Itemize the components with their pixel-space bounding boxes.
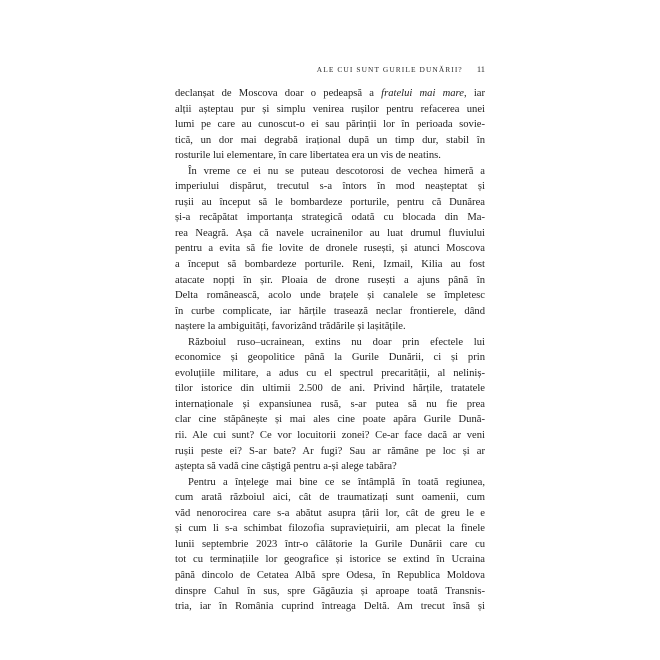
running-header: [175, 64, 485, 74]
text-line: pentru a evita să fie lovite de dronele rusești, și atunci Moscova: [175, 243, 485, 255]
text-line: Războiul ruso–ucrainean, extins nu doar prin efectele lui: [188, 336, 485, 348]
text-line: cum arată războiul aici, cât de traumatizați sunt oamenii, cum: [175, 492, 485, 504]
paragraph: [175, 475, 485, 615]
text-line: dinspre Cahul în sus, spre Găgăuzia și aproape toată Transnis-: [175, 585, 485, 597]
text-line: rușii au început să le bombardeze porturile, pentru că Dunărea: [175, 196, 485, 208]
page-number: 11: [476, 64, 485, 74]
paragraph: [175, 335, 485, 475]
text-line: în curbe complicate, iar hărțile trasează neclar frontierele, dând: [175, 305, 485, 317]
text-line: lunii septembrie 2023 într-o călătorie la Gurile Dunării care cu: [175, 538, 485, 550]
text-line: și cum li s-a schimbat filozofia supraviețuirii, am plecat la finele: [175, 523, 485, 535]
text-line: declanșat de Moscova doar o pedeapsă a fratelui mai mare, iar: [175, 88, 485, 99]
text-line: rușii peste ei? S-ar bate? Ar fugi? Sau ar rămâne pe loc și ar: [175, 445, 485, 457]
text-line: alții așteptau pur și simplu venirea rușilor pentru refacerea unei: [175, 103, 485, 115]
text-line: Delta românească, acolo unde brațele și canalele se împletesc: [175, 290, 485, 302]
text-line: imperiului dispărut, trecutul s-a întors în mod neașteptat și: [175, 181, 485, 193]
emphasized-phrase: fratelui mai mare: [381, 88, 464, 99]
text-line: aștepta să vadă cine câștigă pentru a-și alege tabăra?: [175, 461, 397, 473]
text-line: internaționale și expansiunea rusă, s-ar putea să nu fie prea: [175, 398, 485, 410]
text-line: și-a recăpătat importanța strategică odată cu blocada din Ma-: [175, 212, 485, 224]
text-line: rosturile lui elementare, în care libertatea era un vis de neatins.: [175, 150, 441, 162]
text-line: Pentru a înțelege mai bine ce se întâmplă în toată regiunea,: [188, 476, 485, 488]
text-line: lumi pe care au cunoscut-o ei sau părinții lor în perioada sovie-: [175, 119, 485, 131]
text-line: clar cine stăpânește și mai ales cine poate apăra Gurile Dună-: [175, 414, 485, 426]
text-line: În vreme ce ei nu se puteau descotorosi de vechea himeră a: [188, 165, 485, 177]
body-text: [175, 86, 485, 615]
running-title: ALE CUI SUNT GURILE DUNĂRII?: [316, 65, 463, 74]
text-line: tică, un dor mai degrabă irațional după un timp dur, stabil în: [175, 134, 485, 146]
text-line: tot cu terminațiile lor geografice și istorice se extind în Ucraina: [175, 554, 485, 566]
text-line: evoluțiile militare, a adus cu el spectrul precarității, al neliniș-: [175, 367, 485, 379]
text-line: tilor istorice din ultimii 2.500 de ani. Privind hărțile, tratatele: [175, 383, 485, 395]
text-line: economice și geopolitice până la Gurile Dunării, ci și prin: [175, 352, 485, 364]
text-line: văd nenorocirea care s-a abătut asupra țării lor, cât de greu le e: [175, 507, 485, 519]
text-line: tria, iar în România cuprind întreaga Deltă. Am trecut însă și: [175, 601, 485, 613]
text-line: atacate nopți în șir. Ploaia de drone rusești a ajuns până în: [175, 274, 485, 286]
text-line: a început să bombardeze porturile. Reni, Izmail, Kilia au fost: [175, 259, 485, 271]
paragraph: [175, 86, 485, 164]
text-line: rea Neagră. Așa că navele ucrainenilor au luat drumul fluviului: [175, 227, 485, 239]
text-line: naștere la ambiguități, favorizând trădările și lașitățile.: [175, 321, 406, 333]
paragraph: [175, 164, 485, 335]
text-line: rii. Ale cui sunt? Ce vor locuitorii zonei? Ce-ar face dacă ar veni: [175, 430, 485, 442]
text-line: până dincolo de Cetatea Albă spre Odesa, în Republica Moldova: [175, 569, 485, 581]
